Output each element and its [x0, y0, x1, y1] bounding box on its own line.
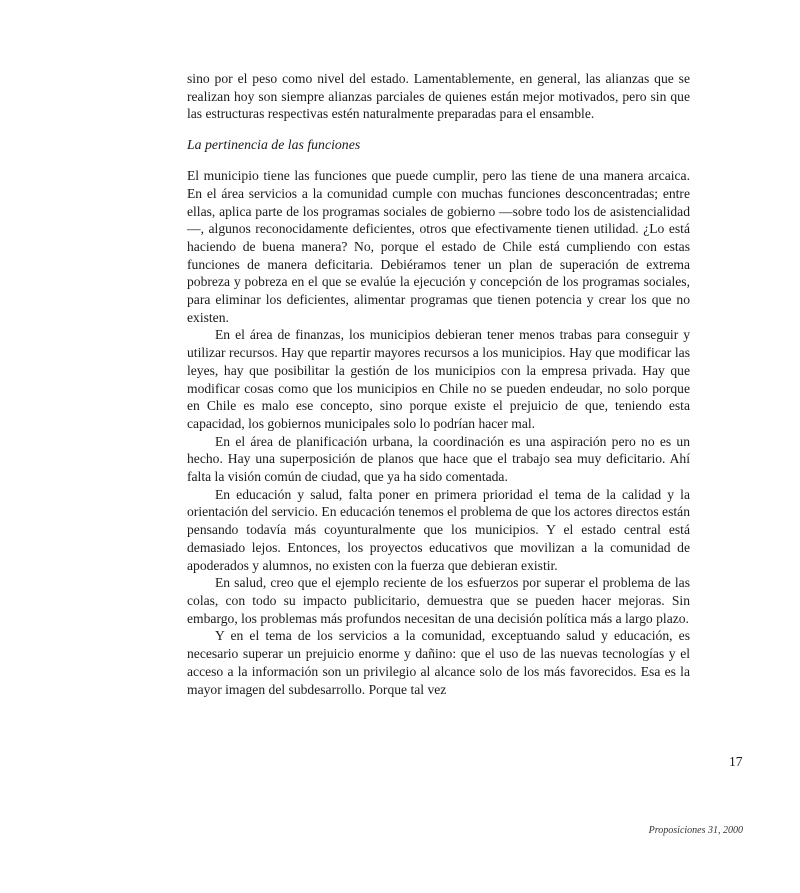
intro-paragraph: sino por el peso como nivel del estado. Lamentablemente, en general, las alianzas que se realizan hoy son siempre alianzas parciales de quienes están mejor motivados, pero sin que las estructuras respectivas estén naturalmente preparadas para el ensamble. — [187, 71, 690, 122]
body-paragraph: El municipio tiene las funciones que puede cumplir, pero las tiene de una manera arcaica. En el área servicios a la comunidad cumple con muchas funciones desconcentradas; entre ellas, aplica parte de los programas sociales de gobierno —sobre todo los de asistencialidad—, algunos reconocidamente deficientes, otros que efectivamente tienen utilidad. ¿Lo está haciendo de buena manera? No, porque el estado de Chile está cumpliendo con estas funciones de manera deficitaria. Debiéramos tener un plan de superación de extrema pobreza y pobreza en el que se evalúe la ejecución y concepción de los programas sociales, para eliminar los deficientes, alimentar programas que tienen potencia y crear los que no existen. — [187, 168, 690, 325]
footer-journal-citation: Proposiciones 31, 2000 — [648, 825, 743, 836]
page-number: 17 — [729, 754, 743, 769]
body-paragraph: En educación y salud, falta poner en primera prioridad el tema de la calidad y la orientación del servicio. En educación tenemos el problema de que los actores directos están pensando todavía más coyunturalmente que los municipios. Y el estado central está demasiado lejos. Entonces, los proyectos educativos que movilizan a la comunidad de apoderados y alumnos, no existen con la fuerza que debieran existir. — [187, 486, 690, 573]
section-heading: La pertinencia de las funciones — [187, 137, 361, 153]
page-body — [187, 70, 690, 698]
body-paragraph: En el área de finanzas, los municipios debieran tener menos trabas para conseguir y utilizar recursos. Hay que repartir mayores recursos a los municipios. Hay que modificar las leyes, hay que posibilitar la gestión de los municipios con la empresa privada. Hay que modificar cosas como que los municipios en Chile no se pueden endeudar, no solo porque en Chile es malo ese concepto, sino porque existe el prejuicio de que, teniendo esta capacidad, los gobiernos municipales solo lo podrían hacer mal. — [187, 327, 690, 431]
body-paragraph: En salud, creo que el ejemplo reciente de los esfuerzos por superar el problema de las colas, con todo su impacto publicitario, demuestra que se pueden hacer mejoras. Sin embargo, los problemas más profundos necesitan de una decisión política más a largo plazo. — [187, 575, 690, 626]
body-paragraph: En el área de planificación urbana, la coordinación es una aspiración pero no es un hecho. Hay una superposición de planos que hace que el trabajo sea muy deficitario. Ahí falta la visión común de ciudad, que ya ha sido comentada. — [187, 433, 690, 485]
body-paragraph: Y en el tema de los servicios a la comunidad, exceptuando salud y educación, es necesario superar un prejuicio enorme y dañino: que el uso de las nuevas tecnologías y el acceso a la información son un privilegio al alcance solo de los más favorecidos. Esa es la mayor imagen del subdesarrollo. Porque tal vez — [187, 628, 690, 697]
